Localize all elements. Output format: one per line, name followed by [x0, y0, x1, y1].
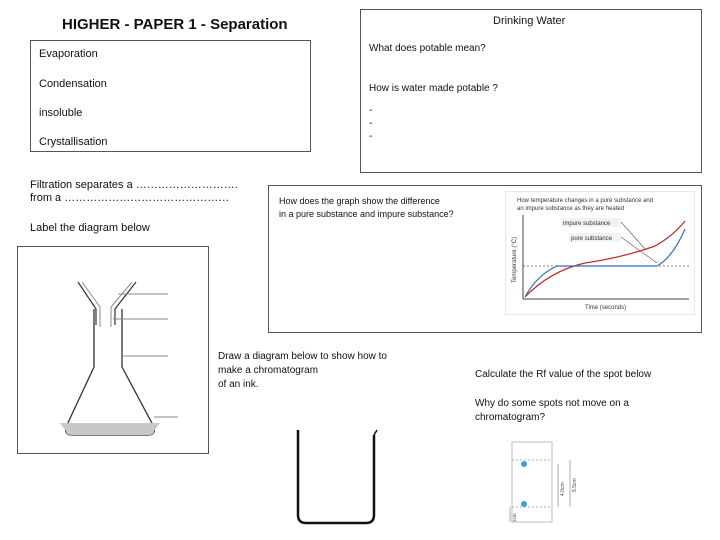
graph-question-line-2: in a pure substance and impure substance? [279, 209, 454, 219]
base-measure-label: 1cm [512, 513, 517, 522]
label-diagram-prompt: Label the diagram below [30, 222, 150, 234]
spots-question-line-1: Why do some spots not move on a [475, 398, 629, 409]
drinking-water-heading: Drinking Water [493, 15, 566, 27]
term-insoluble: insoluble [39, 107, 83, 119]
bullet-1: - [369, 105, 373, 116]
filtration-diagram-box [17, 246, 209, 454]
bullet-3: - [369, 131, 373, 142]
rf-question: Calculate the Rf value of the spot below [475, 369, 652, 380]
made-potable-question: How is water made potable ? [369, 83, 498, 94]
legend-pure: pure substance [571, 236, 613, 242]
draw-chromatogram-line-2: make a chromatogram [218, 365, 319, 376]
chart-title-line-1: How temperature changes in a pure substance and [517, 198, 654, 204]
origin-spot [521, 501, 527, 507]
term-crystallisation: Crystallisation [39, 136, 108, 148]
filtration-line-1: Filtration separates a ………………………. [30, 179, 238, 191]
filtration-apparatus [18, 247, 208, 453]
moved-spot [521, 461, 527, 467]
filtration-line-2: from a ……………………………………… [30, 192, 230, 204]
spots-question-line-2: chromatogram? [475, 412, 546, 423]
chart-ylabel: Temperature (°C) [512, 236, 518, 283]
bullet-2: - [369, 118, 373, 129]
chart-xlabel: Time (seconds) [585, 305, 627, 311]
draw-chromatogram-line-3: of an ink. [218, 379, 259, 390]
page-title: HIGHER - PAPER 1 - Separation [62, 16, 288, 33]
outer-measure-label: 5.5cm [572, 478, 578, 492]
inner-measure-label: 4.0cm [560, 482, 566, 496]
potable-question: What does potable mean? [369, 43, 486, 54]
beaker-outline [290, 425, 380, 525]
terms-box [30, 40, 311, 152]
term-evaporation: Evaporation [39, 48, 98, 60]
term-condensation: Condensation [39, 78, 107, 90]
graph-question-box [268, 185, 702, 333]
legend-impure: impure substance [563, 221, 611, 227]
draw-chromatogram-line-1: Draw a diagram below to show how to [218, 351, 387, 362]
chart-title-line-2: an impure substance as they are heated [517, 206, 625, 212]
rf-chromatogram-diagram [508, 440, 593, 526]
graph-question-line-1: How does the graph show the difference [279, 196, 440, 206]
drinking-water-box [360, 9, 702, 173]
heating-curve-chart [505, 191, 695, 315]
